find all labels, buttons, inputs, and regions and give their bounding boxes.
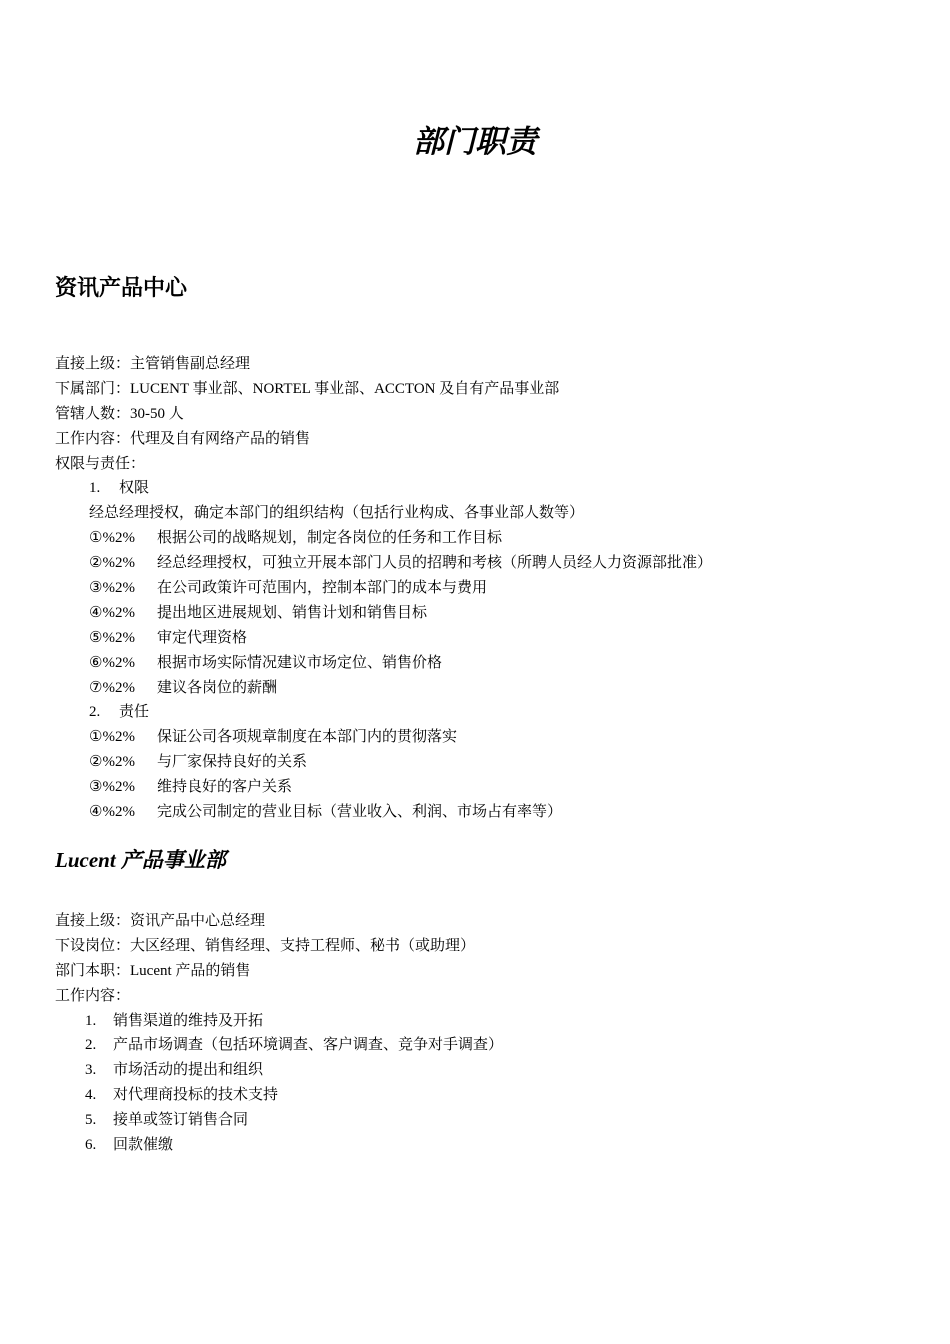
work-content-label: 工作内容： <box>55 987 131 1004</box>
list-item-text: 根据市场实际情况建议市场定位、销售价格 <box>157 654 443 671</box>
section-heading-info-products-center: 资讯产品中心 <box>55 276 188 301</box>
responsibility-label: 责任 <box>119 704 150 721</box>
work-item-text: 产品市场调查（包括环境调查、客户调查、竞争对手调查） <box>113 1037 504 1054</box>
work-item <box>55 1009 503 1034</box>
list-item-text: 经总经理授权，可独立开展本部门人员的招聘和考核（所聘人员经人力资源部批准） <box>157 555 713 572</box>
responsibility-item <box>55 800 712 825</box>
list-item-text: 提出地区进展规划、销售计划和销售目标 <box>157 604 428 621</box>
authority-item <box>55 676 712 701</box>
list-marker: ③%2% <box>89 779 135 796</box>
authority-item <box>55 626 712 651</box>
list-item-text: 审定代理资格 <box>157 629 248 646</box>
responsibility-number: 2. <box>89 704 101 721</box>
responsibility-item <box>55 750 712 775</box>
authority-item <box>55 576 712 601</box>
authority-item <box>55 651 712 676</box>
list-item-text: 建议各岗位的薪酬 <box>157 679 278 696</box>
work-item-number: 1. <box>85 1012 97 1029</box>
positions-line: 下设岗位：大区经理、销售经理、支持工程师、秘书（或助理） <box>55 937 476 954</box>
authority-item <box>55 601 712 626</box>
authority-label: 权限 <box>119 480 150 497</box>
work-content-line: 工作内容：代理及自有网络产品的销售 <box>55 430 311 447</box>
section-info-products-center <box>55 352 712 825</box>
list-marker: ⑥%2% <box>89 654 135 671</box>
authority-item <box>55 526 712 551</box>
list-item-text: 完成公司制定的营业目标（营业收入、利润、市场占有率等） <box>157 804 563 821</box>
list-item-text: 在公司政策许可范围内，控制本部门的成本与费用 <box>157 580 488 597</box>
authority-subheading <box>55 476 712 501</box>
work-item-text: 接单或签订销售合同 <box>113 1112 249 1129</box>
authority-intro: 经总经理授权，确定本部门的组织结构（包括行业构成、各事业部人数等） <box>89 505 585 522</box>
work-item-text: 回款催缴 <box>113 1137 174 1154</box>
list-marker: ⑦%2% <box>89 679 135 696</box>
superior-line: 直接上级：主管销售副总经理 <box>55 356 251 372</box>
list-marker: ②%2% <box>89 555 135 572</box>
rights-responsibilities-label: 权限与责任： <box>55 455 146 472</box>
list-marker: ①%2% <box>89 729 135 746</box>
work-item-text: 对代理商投标的技术支持 <box>113 1087 279 1104</box>
list-item-text: 与厂家保持良好的关系 <box>157 754 308 771</box>
list-item-text: 根据公司的战略规划，制定各岗位的任务和工作目标 <box>157 530 503 547</box>
responsibility-item <box>55 775 712 800</box>
work-item-text: 市场活动的提出和组织 <box>113 1062 264 1079</box>
work-item-number: 3. <box>85 1062 97 1079</box>
duty-line: 部门本职：Lucent 产品的销售 <box>55 962 251 979</box>
work-item-number: 6. <box>85 1137 97 1154</box>
list-marker: ⑤%2% <box>89 629 135 646</box>
work-item-number: 4. <box>85 1087 97 1104</box>
work-item-text: 销售渠道的维持及开拓 <box>113 1012 264 1029</box>
work-item <box>55 1133 503 1158</box>
list-item-text: 保证公司各项规章制度在本部门内的贯彻落实 <box>157 729 458 746</box>
list-marker: ①%2% <box>89 530 135 547</box>
list-marker: ②%2% <box>89 754 135 771</box>
list-marker: ③%2% <box>89 580 135 597</box>
work-item-number: 2. <box>85 1037 97 1054</box>
work-item <box>55 1083 503 1108</box>
list-item-text: 维持良好的客户关系 <box>157 779 293 796</box>
section-heading-lucent-division: Lucent 产品事业部 <box>55 848 226 872</box>
responsibility-item <box>55 725 712 750</box>
work-item <box>55 1033 503 1058</box>
authority-number: 1. <box>89 480 101 497</box>
authority-item <box>55 551 712 576</box>
section-lucent-division <box>55 909 503 1158</box>
subordinate-departments-line: 下属部门：LUCENT 事业部、NORTEL 事业部、ACCTON 及自有产品事业部 <box>55 380 560 397</box>
list-marker: ④%2% <box>89 804 135 821</box>
work-item <box>55 1058 503 1083</box>
superior-line: 直接上级：资讯产品中心总经理 <box>55 913 266 929</box>
document-title: 部门职责 <box>413 124 537 159</box>
staff-count-line: 管辖人数：30-50 人 <box>55 405 184 422</box>
list-marker: ④%2% <box>89 604 135 621</box>
work-item <box>55 1108 503 1133</box>
work-item-number: 5. <box>85 1112 97 1129</box>
responsibility-subheading <box>55 700 712 725</box>
